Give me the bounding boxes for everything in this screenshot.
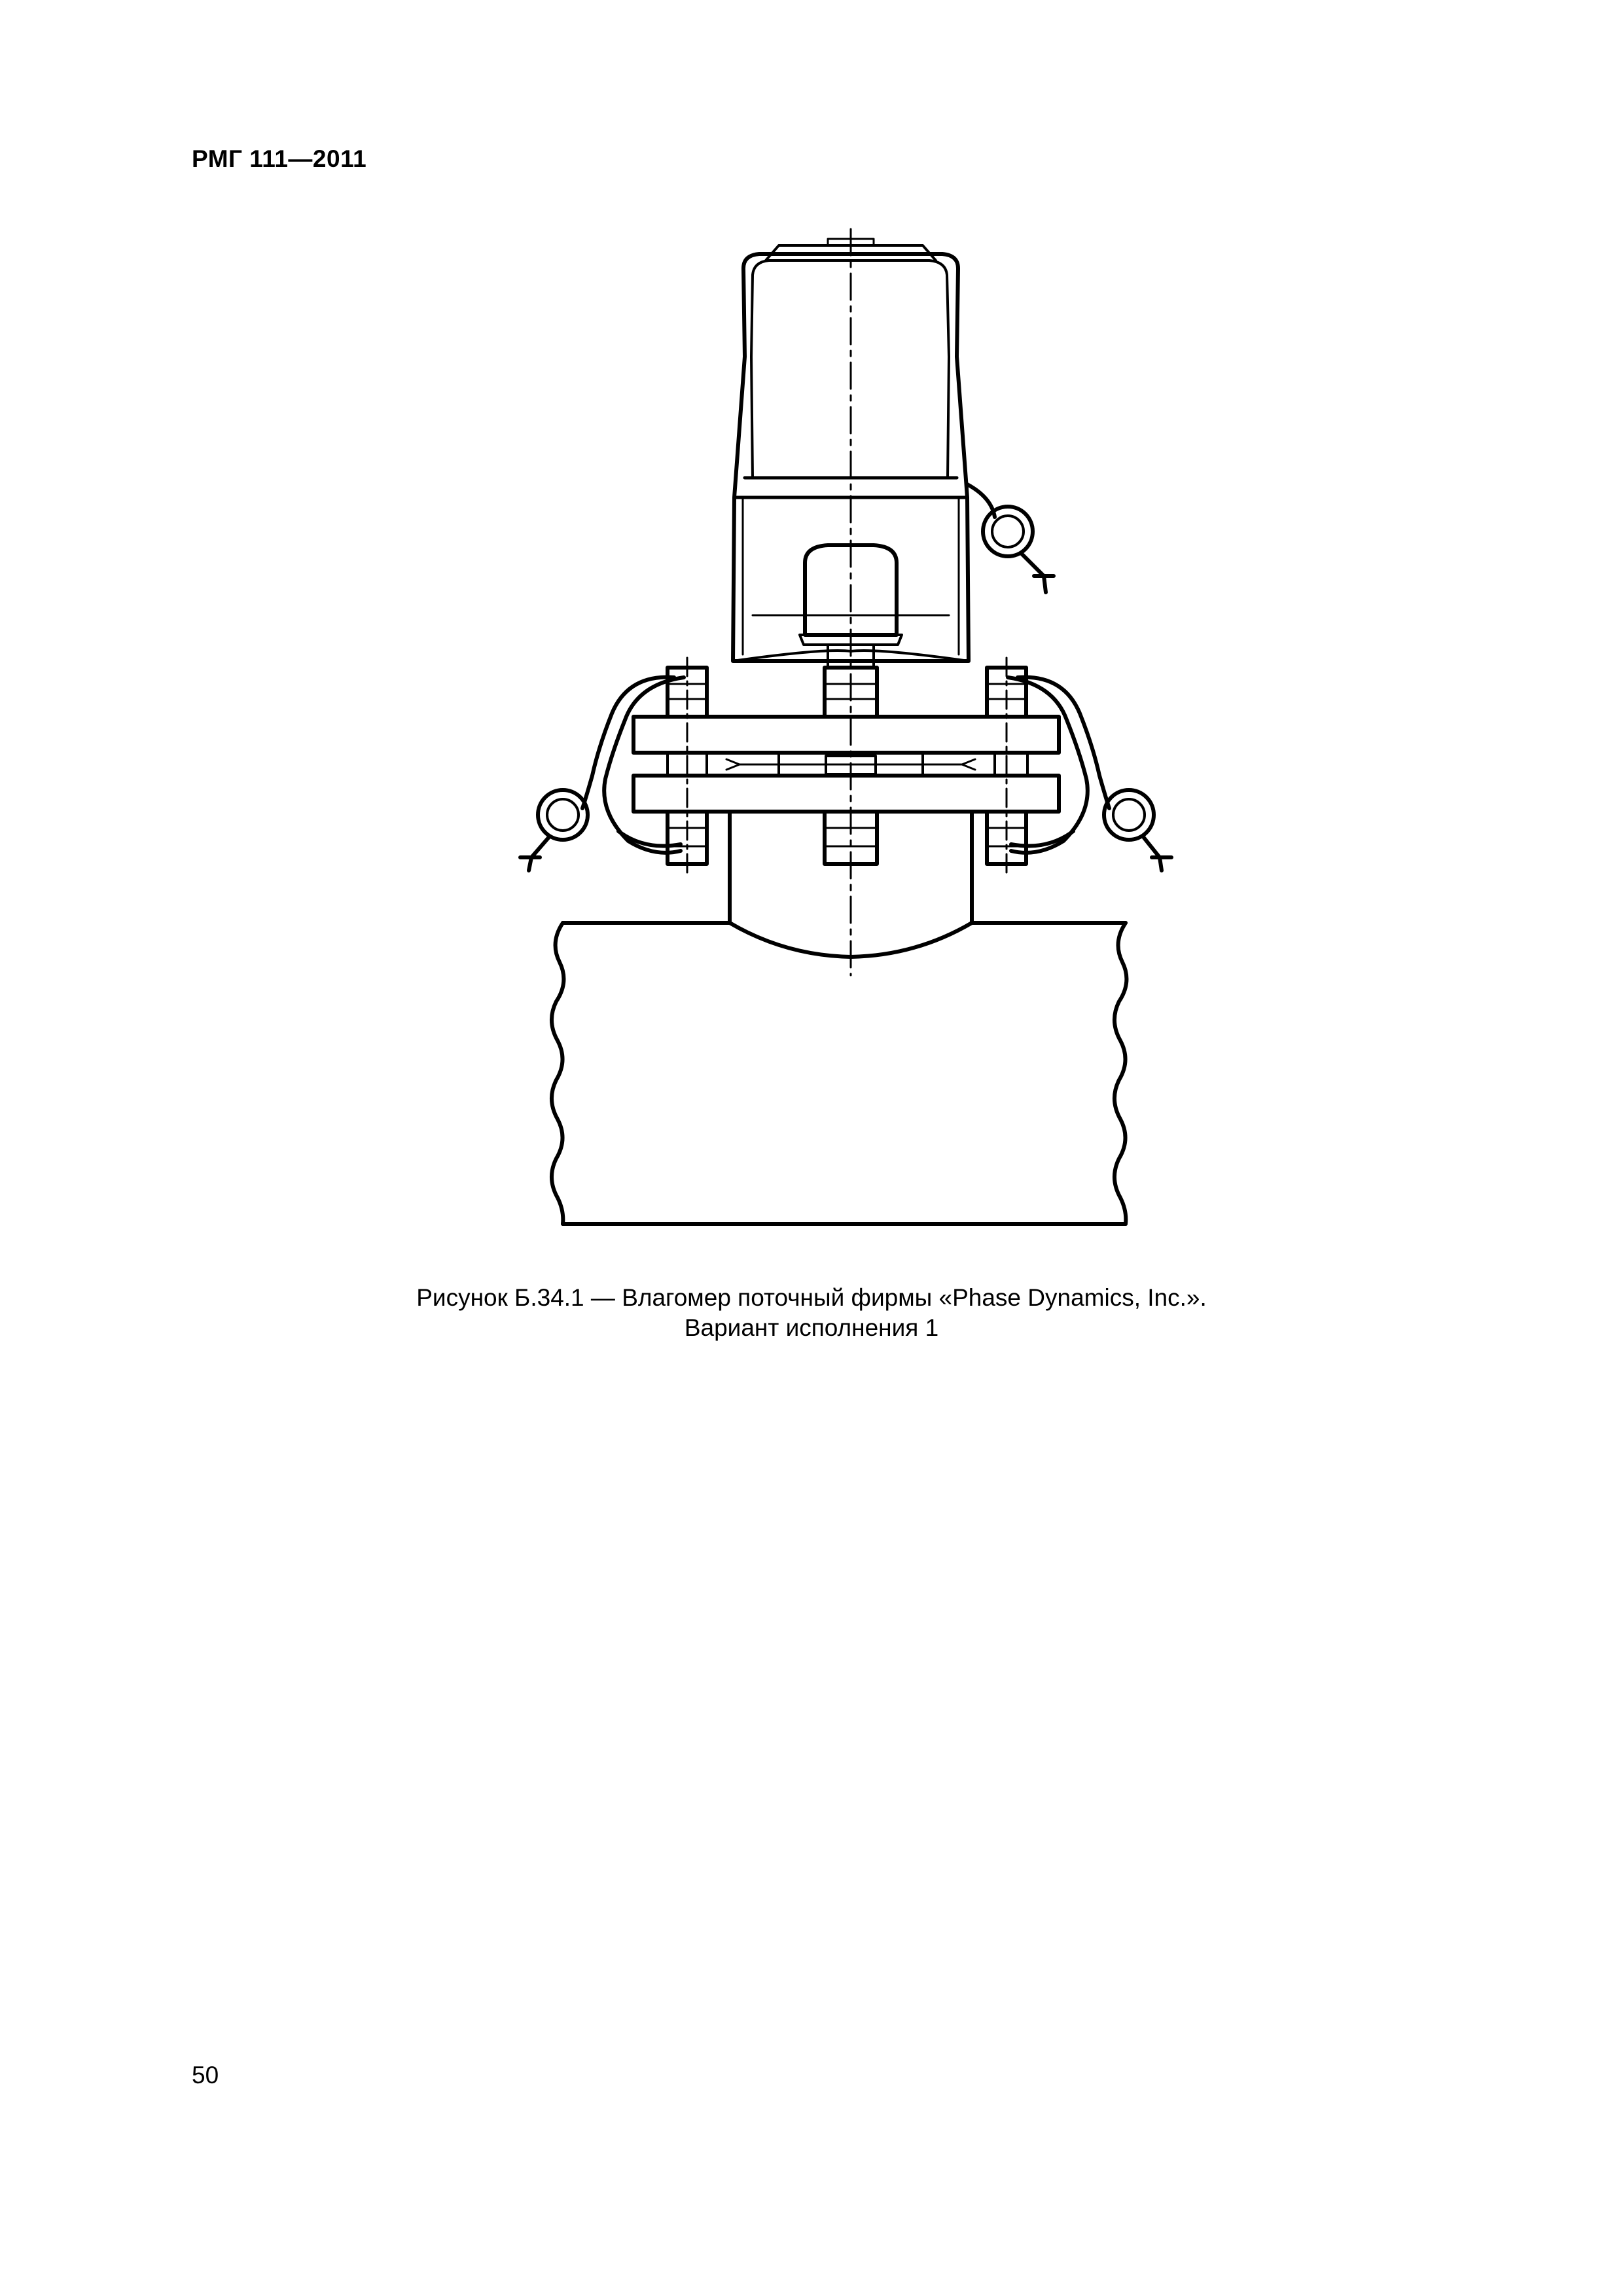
flange-assembly xyxy=(633,717,1059,812)
bolt-left xyxy=(668,658,707,874)
figure-caption xyxy=(0,1283,1623,1343)
page-number: 50 xyxy=(192,2062,219,2089)
caption-line-1: Рисунок Б.34.1 — Влагомер поточный фирмы «Phase Dynamics, Inc.». xyxy=(416,1284,1207,1311)
bolt-right xyxy=(987,658,1026,874)
main-pipe xyxy=(552,923,1126,1224)
seal-top-right xyxy=(967,484,1054,592)
caption-line-2: Вариант исполнения 1 xyxy=(684,1314,939,1341)
document-code-header: РМГ 111—2011 xyxy=(192,145,367,172)
